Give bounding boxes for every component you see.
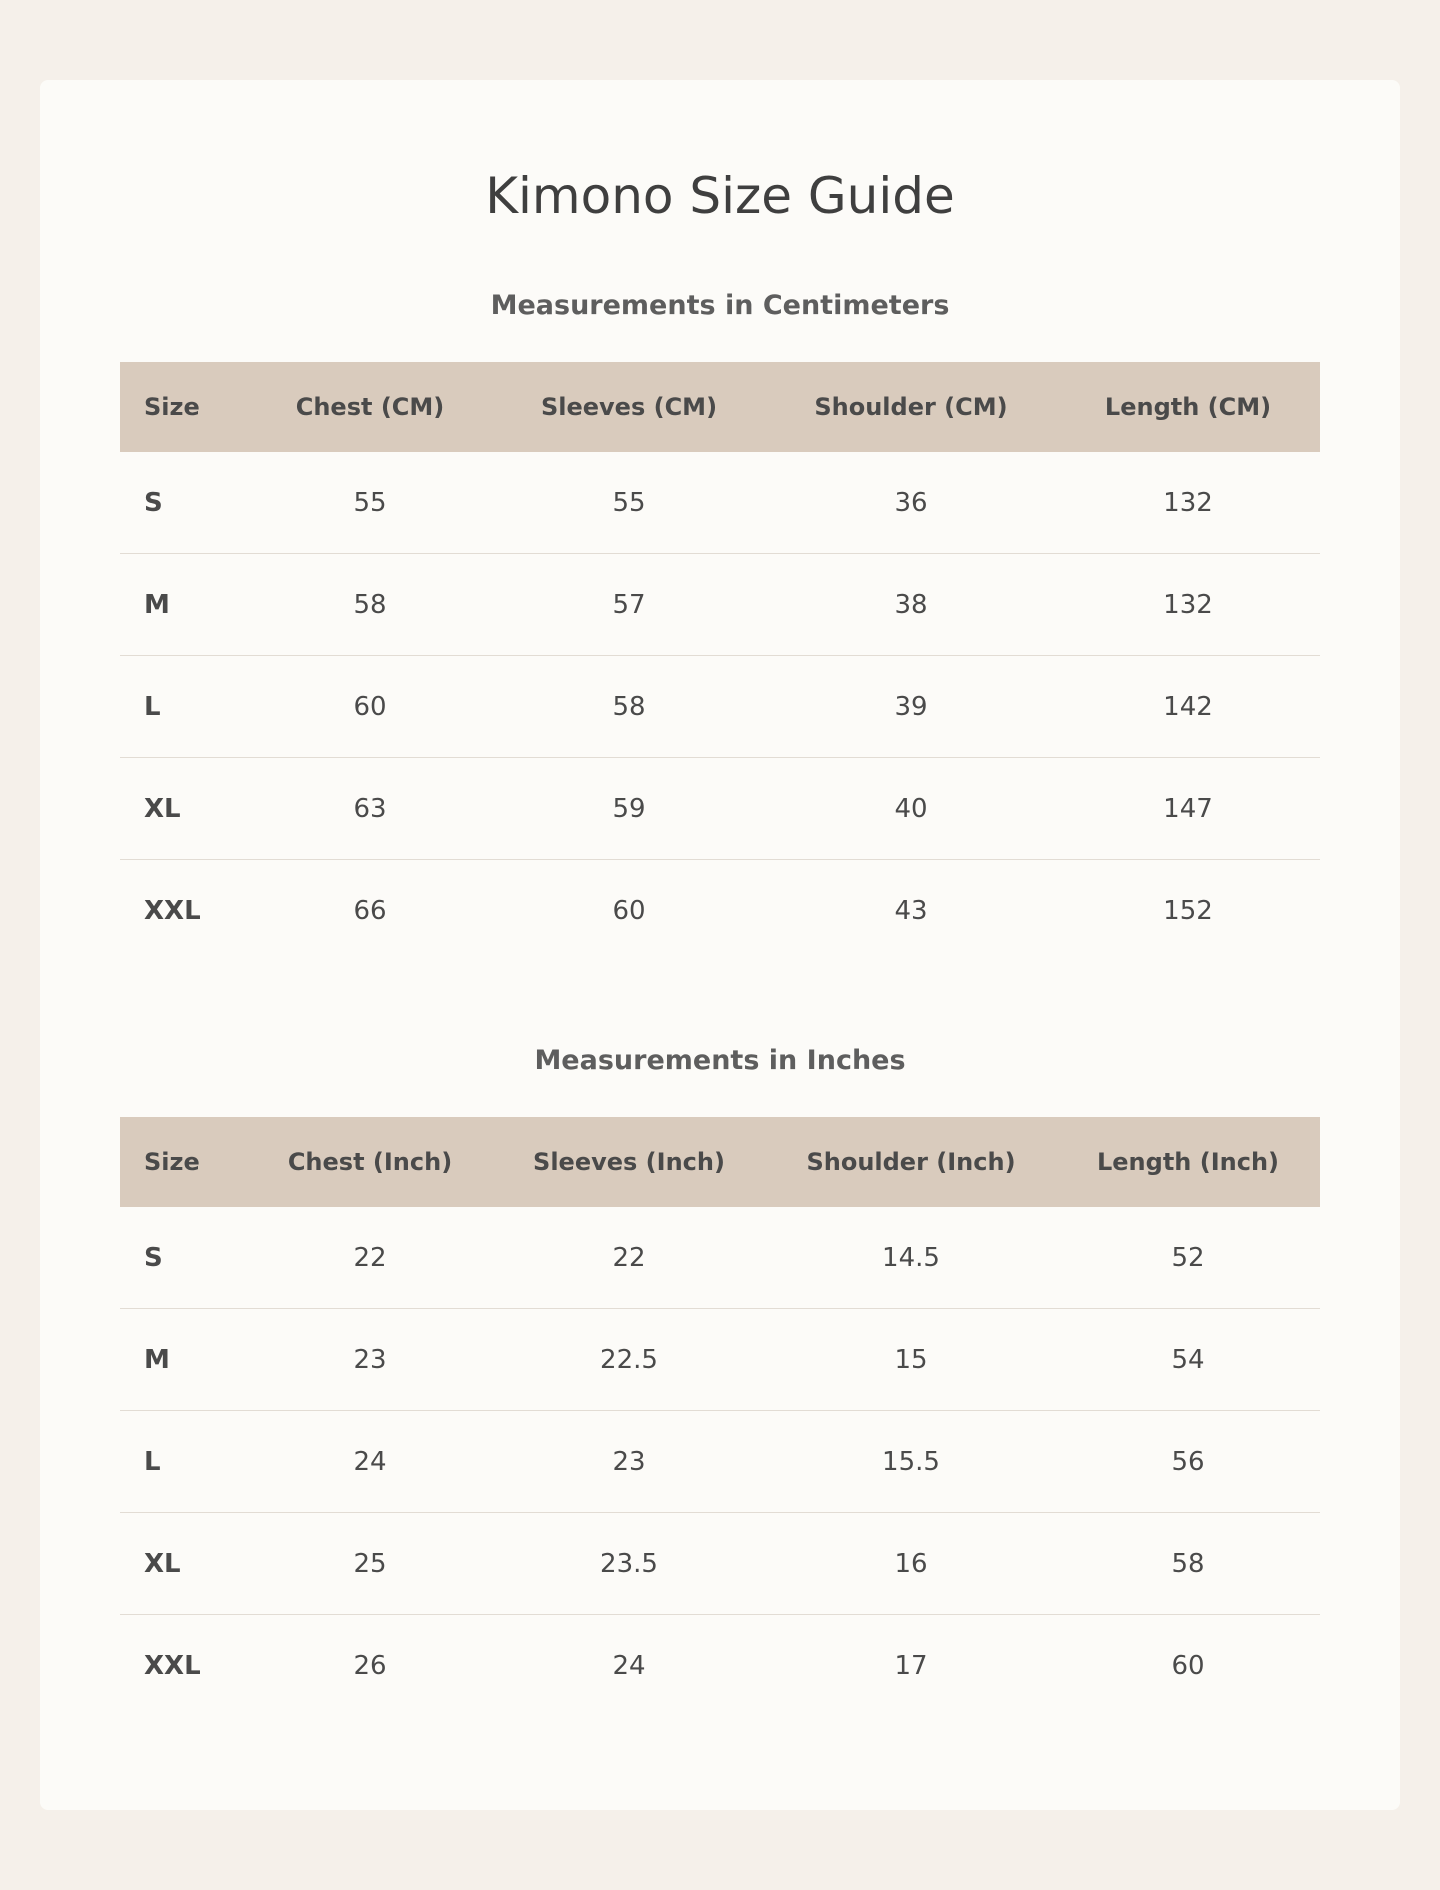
size-label: M: [120, 554, 248, 656]
chest-value: 60: [248, 656, 492, 758]
shoulder-value: 15: [766, 1309, 1056, 1411]
shoulder-value: 38: [766, 554, 1056, 656]
size-label: L: [120, 1411, 248, 1513]
size-label: XXL: [144, 1650, 201, 1681]
sleeves-value: 23: [492, 1411, 766, 1513]
column-header-sleeves: Sleeves (Inch): [492, 1117, 766, 1207]
size-label: S: [120, 1207, 248, 1309]
table-row: [120, 554, 1320, 656]
shoulder-value: 14.5: [766, 1207, 1056, 1309]
table-row: [120, 1615, 1320, 1717]
table-row: [120, 758, 1320, 860]
chest-value: 58: [248, 554, 492, 656]
sleeves-value: 60: [612, 895, 646, 926]
chest-value: 66: [353, 895, 387, 926]
chest-value: 23: [248, 1309, 492, 1411]
chest-value: 26: [353, 1650, 387, 1681]
size-label: XXL: [144, 895, 201, 926]
length-value: 147: [1056, 758, 1320, 860]
length-value: 152: [1163, 895, 1213, 926]
length-value: 58: [1056, 1513, 1320, 1615]
length-value: 60: [1171, 1650, 1205, 1681]
shoulder-value: 16: [766, 1513, 1056, 1615]
column-header-size: Size: [120, 1117, 248, 1207]
length-value: 54: [1056, 1309, 1320, 1411]
size-label: L: [120, 656, 248, 758]
length-value: 56: [1056, 1411, 1320, 1513]
section-title-inches: Measurements in Inches: [534, 1045, 906, 1076]
column-header-chest: Chest (Inch): [248, 1117, 492, 1207]
column-header-shoulder: Shoulder (CM): [766, 362, 1056, 452]
page-title: Kimono Size Guide: [485, 167, 955, 225]
column-header-length: Length (CM): [1056, 362, 1320, 452]
size-table-centimeters: [120, 362, 1320, 961]
shoulder-value: 43: [894, 895, 928, 926]
column-header-length: Length (Inch): [1056, 1117, 1320, 1207]
column-header-chest: Chest (CM): [248, 362, 492, 452]
chest-value: 24: [248, 1411, 492, 1513]
sleeves-value: 23.5: [492, 1513, 766, 1615]
size-table-inches: [120, 1117, 1320, 1716]
chest-value: 22: [248, 1207, 492, 1309]
shoulder-value: 17: [894, 1650, 928, 1681]
table-row: [120, 656, 1320, 758]
table-row: [120, 452, 1320, 554]
length-value: 52: [1056, 1207, 1320, 1309]
length-value: 132: [1056, 452, 1320, 554]
table-header-row: [120, 362, 1320, 452]
shoulder-value: 39: [766, 656, 1056, 758]
length-value: 132: [1056, 554, 1320, 656]
table-row: [120, 1513, 1320, 1615]
sleeves-value: 58: [492, 656, 766, 758]
shoulder-value: 40: [766, 758, 1056, 860]
sleeves-value: 22.5: [492, 1309, 766, 1411]
table-header-row: [120, 1117, 1320, 1207]
table-row: [120, 1309, 1320, 1411]
sleeves-value: 22: [492, 1207, 766, 1309]
shoulder-value: 36: [766, 452, 1056, 554]
column-header-shoulder: Shoulder (Inch): [766, 1117, 1056, 1207]
sleeves-value: 57: [492, 554, 766, 656]
sleeves-value: 59: [492, 758, 766, 860]
length-value: 142: [1056, 656, 1320, 758]
table-row: [120, 860, 1320, 962]
chest-value: 25: [248, 1513, 492, 1615]
shoulder-value: 15.5: [766, 1411, 1056, 1513]
column-header-sleeves: Sleeves (CM): [492, 362, 766, 452]
sleeves-value: 55: [492, 452, 766, 554]
size-label: XL: [120, 1513, 248, 1615]
section-title-centimeters: Measurements in Centimeters: [490, 290, 950, 321]
chest-value: 63: [248, 758, 492, 860]
table-row: [120, 1207, 1320, 1309]
chest-value: 55: [248, 452, 492, 554]
size-guide-card: [40, 80, 1400, 1810]
column-header-size: Size: [120, 362, 248, 452]
sleeves-value: 24: [612, 1650, 646, 1681]
table-row: [120, 1411, 1320, 1513]
size-label: XL: [120, 758, 248, 860]
size-label: S: [120, 452, 248, 554]
size-label: M: [120, 1309, 248, 1411]
